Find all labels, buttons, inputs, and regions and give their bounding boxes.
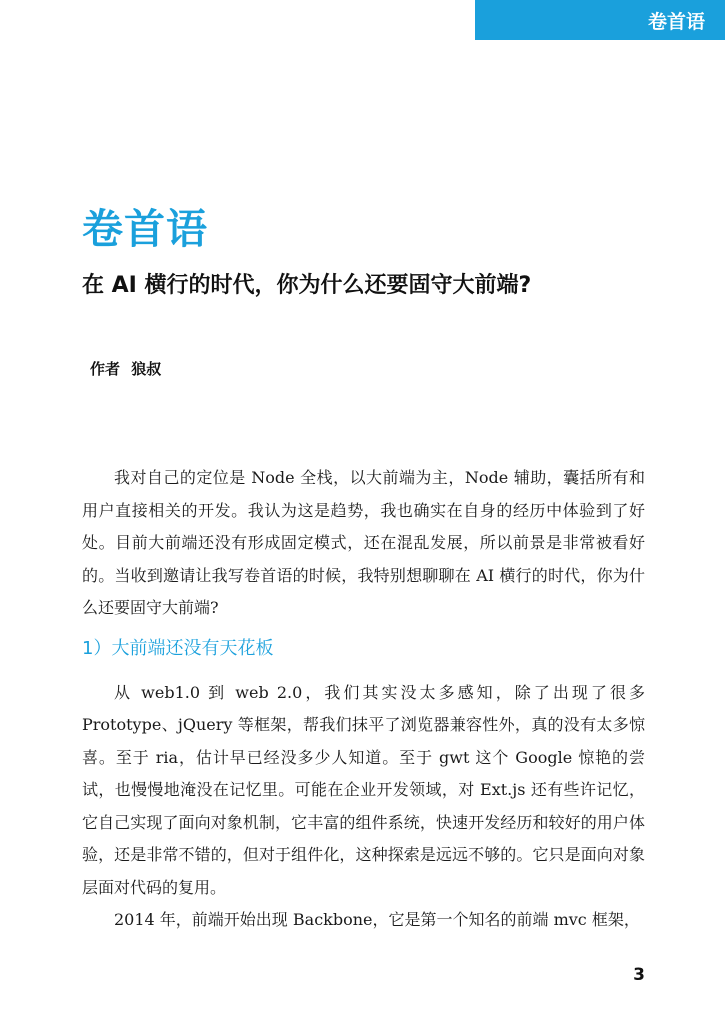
- section-paragraph: 2014 年，前端开始出现 Backbone，它是第一个知名的前端 mvc 框架，: [114, 910, 640, 929]
- author-line: [90, 358, 161, 379]
- running-header-label: 卷首语: [647, 10, 705, 33]
- intro-paragraph: 我对自己的定位是 Node 全栈，以大前端为主，Node 辅助，囊括所有和用户直接相关的开发。我认为这是趋势，我也确实在自身的经历中体验到了好处。目前大前端还没有形成固定模式，还在混乱发展，所以前景是非常被看好的。当收到邀请让我写卷首语的时候，我特别想聊聊在 AI 横行的时代，你为什么还要固守大前端?: [82, 468, 645, 617]
- author-name: 狼叔: [131, 360, 162, 378]
- section-paragraph: 从 web1.0 到 web 2.0，我们其实没太多感知，除了出现了很多 Prototype、jQuery 等框架，帮我们抹平了浏览器兼容性外，真的没有太多惊喜。至于 ria，估计早已经没多少人知道。至于 gwt 这个 Google 惊艳的尝试，也慢慢地淹没在记忆里。可能在企业开发领域，对 Ext.js 还有些许记忆，它自己实现了面向对象机制，它丰富的组件系统，快速开发经历和较好的用户体验，还是非常不错的，但对于组件化，这种探索是远远不够的。它只是面向对象层面对代码的复用。: [82, 682, 645, 897]
- author-label: 作者: [90, 360, 121, 378]
- page-number: 3: [633, 965, 645, 985]
- section-heading: 1）大前端还没有天花板: [82, 637, 274, 659]
- body-text: [82, 462, 645, 937]
- chapter-title: 卷首语: [82, 205, 208, 253]
- running-header-tab: [475, 0, 725, 40]
- chapter-subtitle: 在 AI 横行的时代，你为什么还要固守大前端?: [82, 273, 532, 298]
